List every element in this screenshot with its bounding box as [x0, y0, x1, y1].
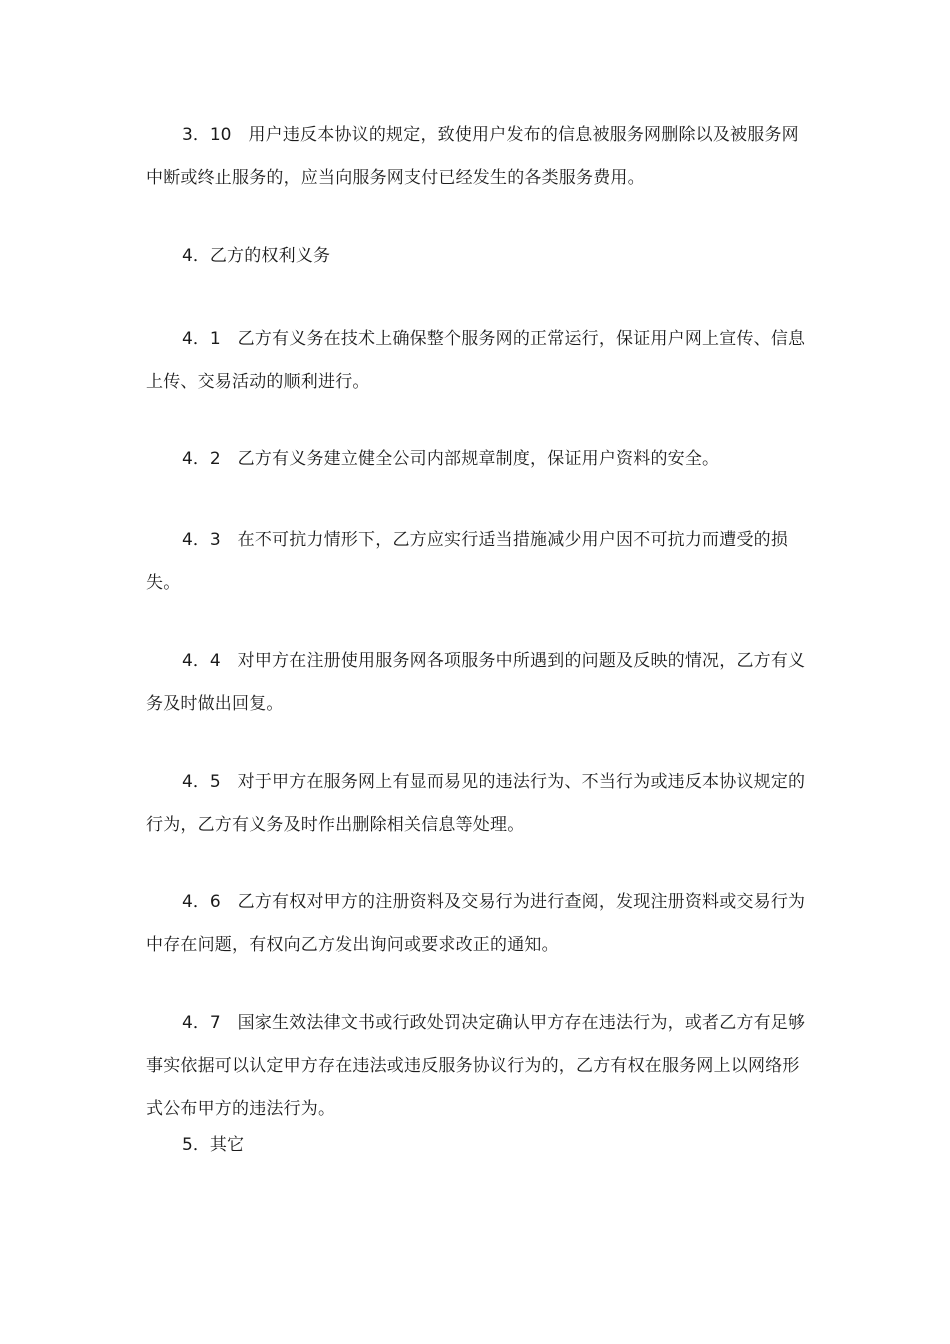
paragraph-4-2 [146, 438, 808, 481]
paragraph-text: 对甲方在注册使用服务网各项服务中所遇到的问题及反映的情况，乙方有义务及时做出回复。 [146, 651, 806, 714]
paragraph-4-6 [146, 881, 808, 967]
paragraph-number: 4．2 [182, 449, 238, 469]
paragraph-text: 乙方的权利义务 [209, 246, 331, 266]
paragraph-text: 国家生效法律文书或行政处罚决定确认甲方存在违法行为，或者乙方有足够事实依据可以认定甲方存在违法或违反服务协议行为的，乙方有权在服务网上以网络形式公布甲方的违法行为。 [146, 1013, 806, 1119]
paragraph-number: 3．10 [182, 125, 249, 145]
paragraph-text: 其它 [209, 1135, 245, 1155]
paragraph-number: 4．1 [182, 329, 238, 349]
paragraph-text: 对于甲方在服务网上有显而易见的违法行为、不当行为或违反本协议规定的行为，乙方有义务及时作出删除相关信息等处理。 [146, 772, 806, 835]
paragraph-text: 用户违反本协议的规定，致使用户发布的信息被服务网删除以及被服务网中断或终止服务的，应当向服务网支付已经发生的各类服务费用。 [146, 125, 799, 188]
section-heading-5 [146, 1124, 808, 1167]
paragraph-number: 4．6 [182, 892, 238, 912]
paragraph-text: 乙方有权对甲方的注册资料及交易行为进行查阅，发现注册资料或交易行为中存在问题，有权向乙方发出询问或要求改正的通知。 [146, 892, 806, 955]
paragraph-4-7 [146, 1002, 808, 1131]
section-heading-4 [146, 235, 808, 278]
paragraph-4-5 [146, 761, 808, 847]
paragraph-number: 4． [182, 246, 210, 266]
paragraph-text: 乙方有义务在技术上确保整个服务网的正常运行，保证用户网上宣传、信息上传、交易活动的顺利进行。 [146, 329, 806, 392]
paragraph-number: 5． [182, 1135, 210, 1155]
paragraph-3-10 [146, 114, 808, 200]
paragraph-text: 乙方有义务建立健全公司内部规章制度，保证用户资料的安全。 [237, 449, 720, 469]
paragraph-number: 4．7 [182, 1013, 238, 1033]
paragraph-4-3 [146, 519, 808, 605]
paragraph-4-4 [146, 640, 808, 726]
paragraph-number: 4．5 [182, 772, 238, 792]
paragraph-number: 4．3 [182, 530, 238, 550]
paragraph-text: 在不可抗力情形下，乙方应实行适当措施减少用户因不可抗力而遭受的损失。 [146, 530, 789, 593]
paragraph-4-1 [146, 318, 808, 404]
paragraph-number: 4．4 [182, 651, 238, 671]
